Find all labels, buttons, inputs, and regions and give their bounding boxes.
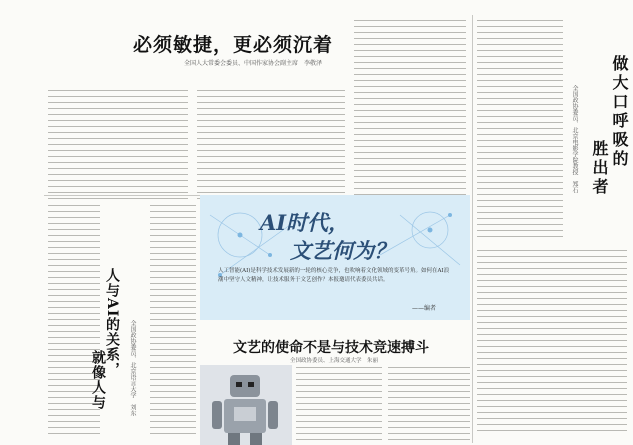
bottom-article-byline: 全国政协委员、上海交通大学 朱丽 xyxy=(290,358,379,364)
bottom-article-column-1 xyxy=(296,367,382,445)
right-article-column-bottom xyxy=(477,250,627,436)
bottom-article-column-2 xyxy=(388,367,470,445)
banner-editor-note: 人工智能(AI)是科学技术发展新的一轮的核心竞争，也吹响着文化领域的变革号角。如何在AI浪潮中坚守人文精神，让技术服务于文艺创作？本报邀请代表委员共话。 xyxy=(218,268,450,283)
left-article-column-2 xyxy=(150,205,196,439)
top-article-column-2 xyxy=(197,90,345,204)
top-article-column-1 xyxy=(48,90,188,204)
right-column-divider xyxy=(472,15,473,443)
banner-title-line1: AI时代， xyxy=(260,210,350,235)
robot-icon xyxy=(200,365,292,445)
left-article-byline: 全国政协委员、北京语言大学 刘东 xyxy=(129,320,136,416)
top-article-title: 必须敏捷，更必须沉着 xyxy=(133,34,334,56)
banner xyxy=(200,195,470,320)
bottom-article-title: 文艺的使命不是与技术竞速搏斗 xyxy=(233,340,429,356)
left-article-title-line2: 就像人与 xyxy=(90,350,106,410)
left-article-title-line1: 人与AI的关系， xyxy=(104,268,120,378)
right-article-title-line1: 做大口呼吸的 xyxy=(610,55,629,169)
robot-illustration xyxy=(200,365,292,445)
top-article-byline: 全国人大常委会委员、中国作家协会副主席 李敬泽 xyxy=(184,60,323,67)
top-article-column-3 xyxy=(354,20,466,200)
right-article-byline: 全国政协委员、北京电影学院教授 郑石 xyxy=(571,85,578,193)
right-article-column-top xyxy=(477,20,563,242)
right-article-title-line2: 胜出者 xyxy=(590,140,609,197)
banner-editor-signature: ——编者 xyxy=(412,305,437,312)
banner-title-line2: 文艺何为？ xyxy=(290,238,395,263)
